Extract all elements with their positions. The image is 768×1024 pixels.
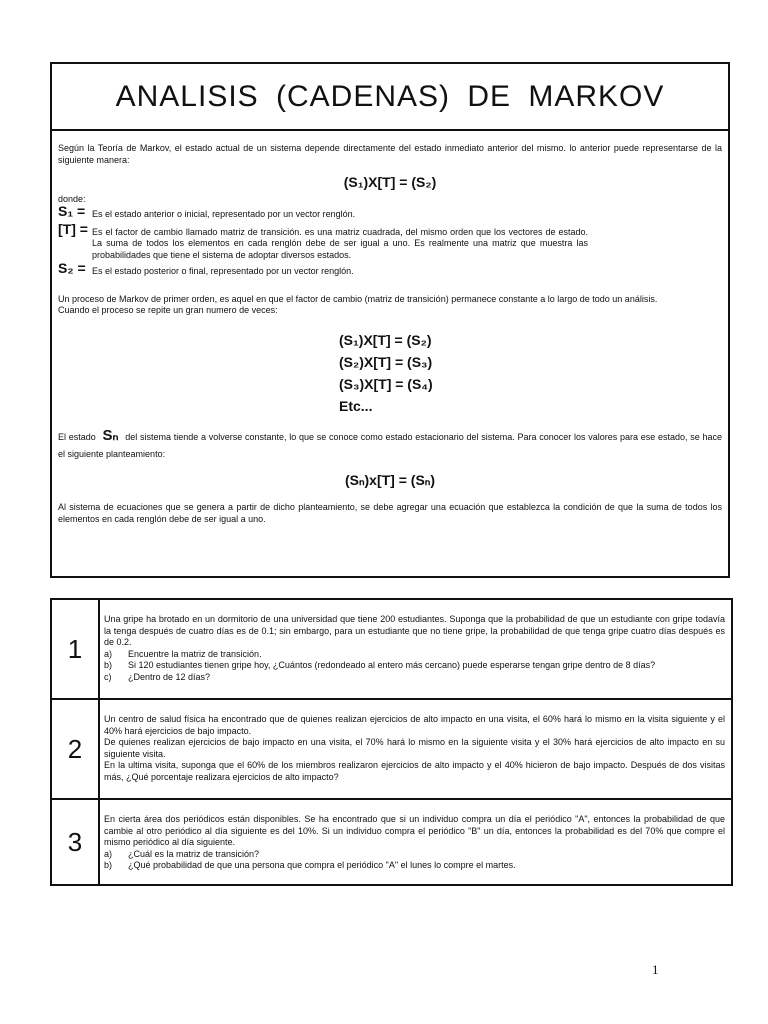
theory-box bbox=[50, 62, 730, 578]
item-label: c) bbox=[104, 671, 112, 682]
item-label: b) bbox=[104, 660, 113, 670]
intro-paragraph: Según la Teoría de Markov, el estado actual de un sistema depende directamente del estado inmediato anterior del mismo. lo anterior puede representarse de la siguiente manera: bbox=[58, 143, 722, 165]
problem-line: En la ultima visita, suponga que el 60% de los miembros realizaron ejercicios de alto impacto y el 40% hicieron de bajo impacto. Después de dos visitas más, ¿Qué porcentaje realizara ejercicios de alto impacto? bbox=[104, 760, 725, 782]
chain-equation-2: (S₂)X[T] = (S₃) bbox=[339, 353, 433, 370]
problems-table bbox=[50, 598, 733, 886]
definition-text: Es el factor de cambio llamado matriz de transición. es una matriz cuadrada, del mismo orden que los vectores de estado. La suma de todos los elementos en cada renglón debe de ser igual a uno. Es realmente una matriz que muestra las probabilidades que tiene el sistema de adoptar diversos estados. bbox=[92, 226, 588, 260]
problem-number: 3 bbox=[52, 800, 100, 884]
item-text: Si 120 estudiantes tienen gripe hoy, ¿Cuántos (redondeado al entero más cercano) puede esperarse tengan gripe dentro de 8 días? bbox=[128, 660, 656, 670]
steady-equation: (Sₙ)x[T] = (Sₙ) bbox=[344, 471, 436, 488]
problem-row-3 bbox=[52, 800, 731, 884]
list-item bbox=[104, 860, 725, 872]
list-item bbox=[104, 649, 725, 661]
final-paragraph: Al sistema de ecuaciones que se genera a partir de dicho planteamiento, se debe agregar una ecuación que establezca la condición de que la suma de todos los elementos en cada renglón debe de ser igual a uno. bbox=[58, 502, 722, 524]
chain-equation-3: (S₃)X[T] = (S₄) bbox=[339, 375, 433, 392]
problem-number: 1 bbox=[52, 600, 100, 698]
definition-symbol: [T] = bbox=[58, 220, 88, 237]
problem-text bbox=[100, 800, 731, 884]
list-item bbox=[104, 660, 725, 672]
problem-number: 2 bbox=[52, 700, 100, 798]
page-title: ANALISIS (CADENAS) DE MARKOV bbox=[115, 79, 665, 113]
definition-s2 bbox=[58, 260, 588, 278]
steady-state-text-a: El estado bbox=[58, 431, 96, 442]
steady-state-paragraph bbox=[58, 427, 722, 463]
page-number: 1 bbox=[652, 962, 659, 977]
definition-text: Es el estado posterior o final, representado por un vector renglón. bbox=[92, 266, 354, 276]
repeat-paragraph: Cuando el proceso se repite un gran numero de veces: bbox=[58, 305, 278, 315]
problem-text bbox=[100, 700, 731, 798]
problem-statement: En cierta área dos periódicos están disponibles. Se ha encontrado que si un individuo compra un día el periódico "A", entonces la probabilidad de que cambie al otro periódico al día siguiente es del 10%. Si un individuo compra el periódico "B" un día, entonces la probabilidad es del 70% que compre el mismo periódico al día siguiente. bbox=[104, 814, 725, 847]
problem-row-1 bbox=[52, 600, 731, 700]
item-label: a) bbox=[104, 848, 113, 859]
definition-text: Es el estado anterior o inicial, representado por un vector renglón. bbox=[92, 209, 356, 219]
problem-row-2 bbox=[52, 700, 731, 800]
steady-state-text-b: del sistema tiende a volverse constante, lo que se conoce como estado estacionario del sistema. Para conocer los valores para ese estado, se hace el siguiente planteamiento: bbox=[58, 431, 722, 459]
problem-line: Un centro de salud física ha encontrado que de quienes realizan ejercicios de alto impacto en una visita, el 60% hará lo mismo en la visita siguiente y el 40% hará ejercicios de bajo impacto. bbox=[104, 714, 725, 736]
item-label: a) bbox=[104, 648, 113, 659]
definition-symbol: S₂ = bbox=[58, 260, 86, 276]
item-label: b) bbox=[104, 860, 113, 870]
item-text: Encuentre la matriz de transición. bbox=[128, 648, 262, 659]
main-equation: (S₁)X[T] = (S₂) bbox=[343, 174, 437, 190]
chain-etc: Etc... bbox=[339, 397, 373, 414]
item-text: ¿Cuál es la matriz de transición? bbox=[128, 848, 260, 859]
problem-line: De quienes realizan ejercicios de bajo impacto en una visita, el 70% hará lo mismo en la siguiente visita y el 30% hará ejercicios de alto impacto en su siguiente visita. bbox=[104, 737, 725, 759]
definition-t bbox=[58, 220, 588, 262]
equation-chain bbox=[339, 329, 722, 417]
list-item bbox=[104, 672, 725, 684]
problem-statement: Una gripe ha brotado en un dormitorio de una universidad que tiene 200 estudiantes. Suponga que la probabilidad de que un estudiante con gripe todavía la tenga después de cuatro días es de 0.1; sin embargo, para un estudiante que no tiene gripe, la probabilidad de que tenga gripe cuatro días después es de 0.2. bbox=[104, 614, 725, 647]
chain-equation-1: (S₁)X[T] = (S₂) bbox=[339, 331, 432, 348]
donde-label: donde: bbox=[58, 193, 86, 204]
definition-s1 bbox=[58, 203, 588, 221]
title-bar bbox=[52, 64, 728, 131]
definition-symbol: S₁ = bbox=[58, 203, 86, 219]
problem-text bbox=[100, 600, 731, 698]
steady-state-symbol: Sₙ bbox=[102, 426, 119, 444]
list-item bbox=[104, 849, 725, 861]
item-text: ¿Dentro de 12 días? bbox=[128, 671, 211, 682]
theory-content bbox=[52, 131, 728, 525]
first-order-paragraph: Un proceso de Markov de primer orden, es aquel en que el factor de cambio (matriz de transición) permanece constante a lo largo de todo un análisis. bbox=[58, 293, 658, 304]
item-text: ¿Qué probabilidad de que una persona que compra el periódico "A" el lunes lo compre el martes. bbox=[128, 860, 516, 870]
